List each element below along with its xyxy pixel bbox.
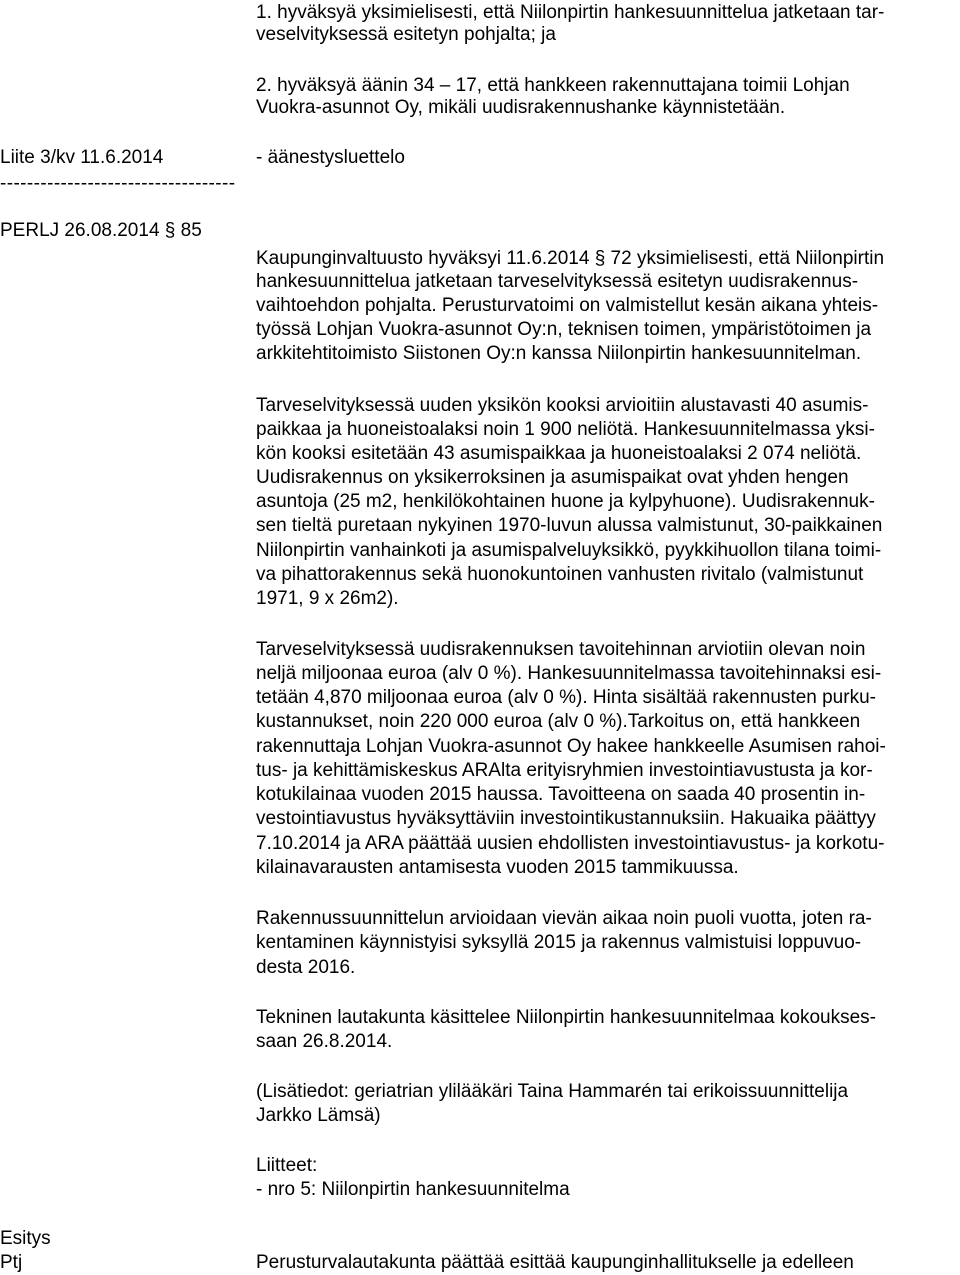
decision-item-1-line-1: 1. hyväksyä yksimielisesti, että Niilonpirtin hankesuunnittelua jatketaan tar- bbox=[256, 2, 885, 23]
paragraph-5-line: Tekninen lautakunta käsittelee Niilonpirtin hankesuunnitelmaa kokoukses- bbox=[256, 1007, 876, 1028]
appendix-label: Liite 3/kv 11.6.2014 bbox=[0, 147, 164, 168]
paragraph-3-line: rakennuttaja Lohjan Vuokra-asunnot Oy hakee hankkeelle Asumisen rahoi- bbox=[256, 736, 886, 757]
attachment-item: - nro 5: Niilonpirtin hankesuunnitelma bbox=[256, 1179, 570, 1200]
decision-item-1-line-2: veselvityksessä esitetyn pohjalta; ja bbox=[256, 24, 556, 45]
proposal-label: Esitys bbox=[0, 1228, 51, 1249]
paragraph-1-line: hankesuunnittelua jatketaan tarveselvityksessä esitetyn uudisrakennus- bbox=[256, 271, 859, 292]
paragraph-3-line: vestointiavustus hyväksyttäviin investointikustannuksiin. Hakuaika päättyy bbox=[256, 808, 876, 829]
paragraph-1-line: vaihtoehdon pohjalta. Perusturvatoimi on valmistellut kesän aikana yhteis- bbox=[256, 295, 879, 316]
proposal-sublabel: Ptj bbox=[0, 1252, 23, 1273]
appendix-text: - äänestysluettelo bbox=[256, 147, 405, 168]
paragraph-3-line: Tarveselvityksessä uudisrakennuksen tavoitehinnan arviotiin olevan noin bbox=[256, 639, 866, 660]
paragraph-6-line: (Lisätiedot: geriatrian ylilääkäri Taina Hammarén tai erikoissuunnittelija bbox=[256, 1081, 849, 1102]
attachments-heading: Liitteet: bbox=[256, 1155, 318, 1176]
paragraph-4-line: Rakennussuunnittelun arvioidaan vievän aikaa noin puoli vuotta, joten ra- bbox=[256, 908, 872, 929]
paragraph-2-line: Niilonpirtin vanhainkoti ja asumispalveluyksikkö, pyykkihuollon tilana toimi- bbox=[256, 540, 882, 561]
decision-item-2-line-1: 2. hyväksyä äänin 34 – 17, että hankkeen rakennuttajana toimii Lohjan bbox=[256, 75, 850, 96]
proposal-text: Perusturvalautakunta päättää esittää kaupunginhallitukselle ja edelleen bbox=[256, 1252, 854, 1273]
paragraph-1-line: arkkitehtitoimisto Siistonen Oy:n kanssa Niilonpirtin hankesuunnitelman. bbox=[256, 343, 862, 364]
paragraph-2-line: kön kooksi esitetään 43 asumispaikkaa ja huoneistoalaksi 2 074 neliötä. bbox=[256, 443, 862, 464]
paragraph-3-line: kustannukset, noin 220 000 euroa (alv 0 %).Tarkoitus on, että hankkeen bbox=[256, 711, 861, 732]
paragraph-2-line: asuntoja (25 m2, henkilökohtainen huone ja kylpyhuone). Uudisrakennuk- bbox=[256, 491, 875, 512]
paragraph-3-line: 7.10.2014 ja ARA päättää uusien ehdollisten investointiavustus- ja korkotu- bbox=[256, 833, 885, 854]
paragraph-2-line: Tarveselvityksessä uuden yksikön kooksi arvioitiin alustavasti 40 asumis- bbox=[256, 395, 869, 416]
paragraph-1-line: Kaupunginvaltuusto hyväksyi 11.6.2014 § 72 yksimielisesti, että Niilonpirtin bbox=[256, 248, 885, 269]
paragraph-5-line: saan 26.8.2014. bbox=[256, 1031, 393, 1052]
paragraph-1-line: työssä Lohjan Vuokra-asunnot Oy:n, teknisen toimen, ympäristötoimen ja bbox=[256, 319, 872, 340]
paragraph-6-line: Jarkko Lämsä) bbox=[256, 1105, 381, 1126]
paragraph-2-line: va pihattorakennus sekä huonokuntoinen vanhusten rivitalo (valmistunut bbox=[256, 564, 864, 585]
decision-item-2-line-2: Vuokra-asunnot Oy, mikäli uudisrakennushanke käynnistetään. bbox=[256, 97, 786, 118]
paragraph-3-line: neljä miljoonaa euroa (alv 0 %). Hankesuunnitelmassa tavoitehinnaksi esi- bbox=[256, 663, 882, 684]
paragraph-2-line: sen tieltä puretaan nykyinen 1970-luvun alussa valmistunut, 30-paikkainen bbox=[256, 515, 883, 536]
paragraph-3-line: tetään 4,870 miljoonaa euroa (alv 0 %). Hinta sisältää rakennusten purku- bbox=[256, 687, 876, 708]
paragraph-2-line: paikkaa ja huoneistoalaksi noin 1 900 neliötä. Hankesuunnitelmassa yksi- bbox=[256, 419, 875, 440]
separator-line: ----------------------------------- bbox=[0, 173, 236, 194]
paragraph-3-line: kilainavarausten antamisesta vuoden 2015 tammikuussa. bbox=[256, 857, 739, 878]
paragraph-2-line: 1971, 9 x 26m2). bbox=[256, 588, 399, 609]
paragraph-4-line: desta 2016. bbox=[256, 957, 356, 978]
perlj-reference: PERLJ 26.08.2014 § 85 bbox=[0, 220, 202, 241]
paragraph-2-line: Uudisrakennus on yksikerroksinen ja asumispaikat ovat yhden hengen bbox=[256, 467, 849, 488]
paragraph-4-line: kentaminen käynnistyisi syksyllä 2015 ja rakennus valmistuisi loppuvuo- bbox=[256, 932, 862, 953]
paragraph-3-line: kotukilainaa vuoden 2015 haussa. Tavoitteena on saada 40 prosentin in- bbox=[256, 784, 866, 805]
paragraph-3-line: tus- ja kehittämiskeskus ARAlta erityisryhmien investointiavustusta ja kor- bbox=[256, 760, 873, 781]
